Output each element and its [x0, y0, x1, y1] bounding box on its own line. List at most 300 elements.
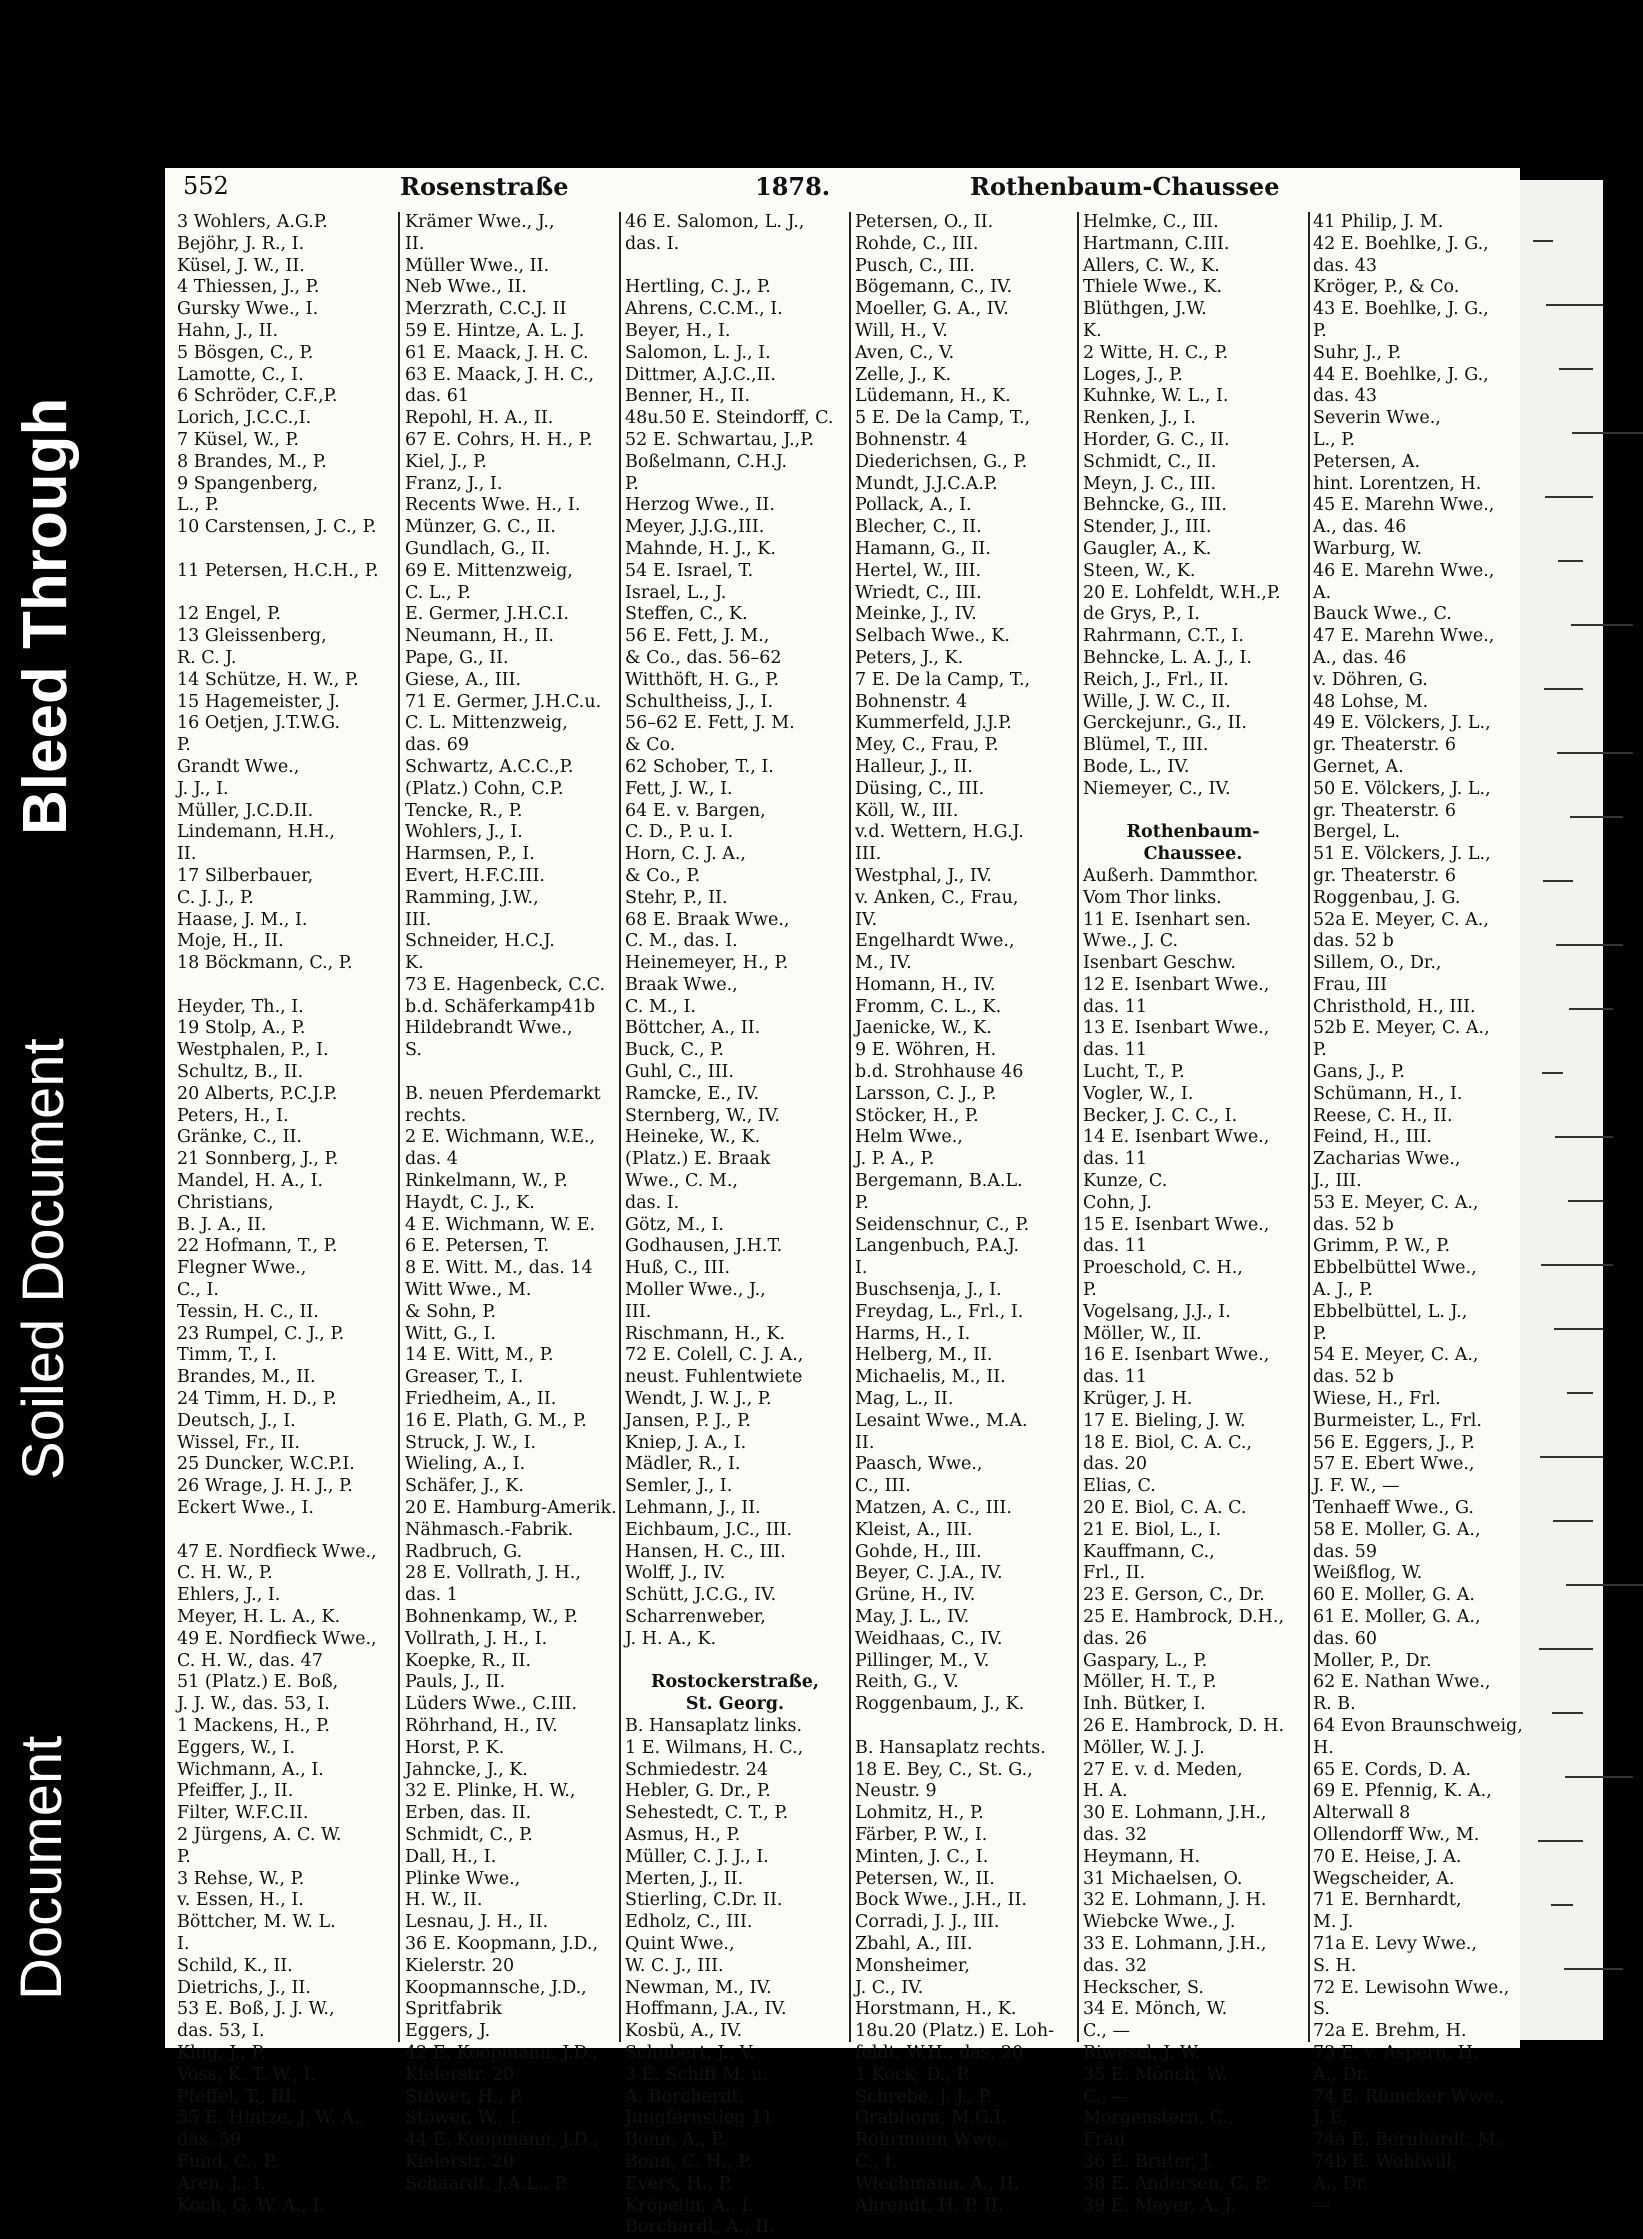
directory-entry: 6 E. Petersen, T. — [405, 1236, 550, 1257]
directory-entry: Warburg, W. — [1313, 538, 1422, 559]
directory-entry: L., P. — [177, 495, 220, 516]
directory-entry: 4 E. Wichmann, W. E. — [405, 1214, 596, 1235]
directory-entry: 45 E. Marehn Wwe., — [1313, 495, 1495, 516]
directory-entry: 1 E. Wilmans, H. C., — [625, 1737, 804, 1758]
directory-entry: Gernet, A. — [1313, 756, 1404, 777]
directory-entry: Frau, III — [1313, 974, 1388, 995]
directory-entry: Rohde, C., III. — [855, 233, 979, 254]
directory-entry: 71 E. Bernhardt, — [1313, 1890, 1462, 1911]
directory-entry: 13 E. Isenbart Wwe., — [1083, 1018, 1270, 1039]
directory-entry: 64 E. v. Bargen, — [625, 800, 766, 821]
directory-entry: 21 E. Biol, L., I. — [1083, 1519, 1222, 1540]
directory-entry: Klug, J., P. — [177, 2042, 266, 2063]
directory-entry: Schultheiss, J., I. — [625, 691, 774, 712]
directory-entry: 43 E. Boehlke, J. G., — [1313, 299, 1489, 320]
directory-entry: Aven, C., V. — [855, 342, 955, 363]
directory-entry: Wriedt, C., III. — [855, 582, 982, 603]
directory-entry: I. — [855, 1258, 868, 1279]
directory-entry: Bauck Wwe., C. — [1313, 604, 1452, 625]
directory-entry: 56–62 E. Fett, J. M. — [625, 713, 795, 734]
directory-entry: 52a E. Meyer, C. A., — [1313, 909, 1489, 930]
document-label: Document — [9, 1735, 74, 2000]
directory-entry: Köll, W., III. — [855, 800, 959, 821]
directory-entry: 74b E. Wohlwill, — [1313, 2151, 1458, 2172]
directory-entry: 36 E. Bruter, J. — [1083, 2151, 1214, 2172]
directory-entry: Heinemeyer, H., P. — [625, 953, 789, 974]
directory-entry: Peters, J., K. — [855, 647, 964, 668]
directory-entry: Möller, W. J. J. — [1083, 1737, 1205, 1758]
directory-entry: Stehr, P., II. — [625, 887, 728, 908]
directory-entry: Struck, J. W., I. — [405, 1432, 537, 1453]
directory-entry: Heyder, Th., I. — [177, 996, 304, 1017]
directory-entry: 72 E. Colell, C. J. A., — [625, 1345, 804, 1366]
directory-entry: B. neuen Pferdemarkt — [405, 1083, 601, 1104]
edge-mark — [1559, 368, 1593, 370]
directory-entry: A., Dr. — [1313, 2173, 1369, 2194]
directory-entry: 62 Schober, T., I. — [625, 756, 774, 777]
directory-entry: Peters, H., I. — [177, 1105, 289, 1126]
directory-entry: Kniep, J. A., I. — [625, 1432, 747, 1453]
directory-page — [165, 168, 1523, 2238]
directory-entry: Paasch, Wwe., — [855, 1454, 983, 1475]
directory-entry — [177, 975, 395, 997]
directory-entry: 31 Michaelsen, O. — [1083, 1868, 1243, 1889]
directory-entry: Schütt, J.C.G., IV. — [625, 1585, 777, 1606]
directory-entry: Petersen, A. — [1313, 451, 1421, 472]
directory-entry: Ahrendt, H. P. II. — [855, 2195, 1004, 2216]
directory-entry: 20 E. Lohfeldt, W.H.,P. — [1083, 582, 1281, 603]
directory-entry: Behncke, L. A. J., I. — [1083, 647, 1252, 668]
directory-entry: Westphal, J., IV. — [855, 865, 992, 886]
directory-entry: Wissel, Fr., II. — [177, 1432, 300, 1453]
directory-entry: Pollack, A., I. — [855, 495, 972, 516]
directory-entry: Lamotte, C., I. — [177, 364, 304, 385]
directory-entry: Färber, P. W., I. — [855, 1824, 988, 1845]
directory-entry: Schmidt, C., P. — [405, 1824, 533, 1845]
directory-entry: 56 E. Fett, J. M., — [625, 626, 770, 647]
directory-entry: 11 E. Isenhart sen. — [1083, 909, 1252, 930]
directory-entry: Buschsenja, J., I. — [855, 1280, 1002, 1301]
directory-entry: das. 60 — [1313, 1628, 1378, 1649]
directory-entry: Deutsch, J., I. — [177, 1410, 296, 1431]
directory-entry: II. — [855, 1432, 875, 1453]
directory-entry: Guhl, C., III. — [625, 1062, 734, 1083]
directory-entry: b.d. Schäferkamp41b — [405, 996, 596, 1017]
directory-entry: E. Germer, J.H.C.I. — [405, 604, 569, 625]
directory-entry: 26 Wrage, J. H. J., P. — [177, 1476, 353, 1497]
directory-entry: Jahncke, J., K. — [405, 1759, 528, 1780]
directory-entry: Vogelsang, J.J., I. — [1083, 1301, 1231, 1322]
directory-entry: A., Dr. — [1313, 2064, 1369, 2085]
directory-entry: 21 Sonnberg, J., P. — [177, 1149, 339, 1170]
directory-entry: 47 E. Marehn Wwe., — [1313, 626, 1495, 647]
directory-entry: Benner, H., II. — [625, 386, 751, 407]
directory-entry: Müller, C. J. J., I. — [625, 1846, 769, 1867]
column-divider — [398, 212, 400, 2042]
directory-entry: Harms, H., I. — [855, 1323, 971, 1344]
directory-entry: Blecher, C., II. — [855, 517, 982, 538]
directory-entry: Bergel, L. — [1313, 822, 1401, 843]
directory-entry: Fett, J. W., I. — [625, 778, 733, 799]
directory-entry: Riwesel, J. W. — [1083, 2042, 1201, 2063]
directory-entry: Frau — [1083, 2130, 1126, 2151]
directory-entry: Hansen, H. C., III. — [625, 1541, 786, 1562]
directory-entry: Kröger, P., & Co. — [1313, 277, 1460, 298]
directory-entry: Kielerstr. 20 — [405, 2151, 515, 2172]
directory-entry: Helm Wwe., — [855, 1127, 963, 1148]
directory-entry — [625, 1651, 845, 1673]
edge-mark — [1566, 1584, 1643, 1586]
directory-entry: b.d. Strohhause 46 — [855, 1062, 1024, 1083]
directory-entry: Kosbü, A., IV. — [625, 2021, 743, 2042]
directory-entry: Grimm, P. W., P. — [1313, 1236, 1451, 1257]
scan-margin — [0, 0, 160, 2177]
directory-entry: Michaelis, M., II. — [855, 1367, 1006, 1388]
directory-entry: 2 Witte, H. C., P. — [1083, 342, 1229, 363]
directory-entry: P. — [1313, 1323, 1327, 1344]
directory-entry: Wieling, A., I. — [405, 1454, 526, 1475]
directory-entry: Sternberg, W., IV. — [625, 1105, 780, 1126]
directory-entry: B. Hansaplatz links. — [625, 1715, 803, 1736]
directory-entry: 12 Engel, P. — [177, 604, 281, 625]
directory-entry: K. — [405, 953, 424, 974]
directory-entry: rechts. — [405, 1105, 467, 1126]
directory-entry: 11 Petersen, H.C.H., P. — [177, 560, 379, 581]
column-divider — [1077, 212, 1079, 2042]
year-title: 1878. — [755, 172, 831, 201]
directory-entry: (Platz.) Cohn, C.P. — [405, 778, 564, 799]
directory-entry: Pillinger, M., V. — [855, 1650, 990, 1671]
directory-entry: Salomon, L. J., I. — [625, 342, 771, 363]
column-divider — [849, 212, 851, 2042]
directory-entry: 2 Jürgens, A. C. W. — [177, 1824, 342, 1845]
directory-entry: Suhr, J., P. — [1313, 342, 1402, 363]
directory-entry: Koch, G. W. A., I. — [177, 2195, 325, 2216]
directory-entry: Isenbart Geschw. — [1083, 953, 1236, 974]
directory-entry: Huß, C., III. — [625, 1258, 731, 1279]
directory-entry: das. 4 — [405, 1149, 458, 1170]
directory-entry: Wwe., J. C. — [1083, 931, 1179, 952]
directory-entry: Corradi, J. J., III. — [855, 1912, 1000, 1933]
directory-entry: 64 Evon Braunschweig, — [1313, 1715, 1523, 1736]
directory-entry: Möller, W., II. — [1083, 1323, 1202, 1344]
directory-entry: Giese, A., III. — [405, 669, 522, 690]
directory-entry: 46 E. Salomon, L. J., — [625, 212, 805, 232]
directory-entry: Steen, W., K. — [1083, 560, 1196, 581]
directory-entry: & Co., das. 56–62 — [625, 647, 782, 668]
directory-entry: das. I. — [625, 1192, 680, 1213]
directory-entry: Schümann, H., I. — [1313, 1083, 1463, 1104]
directory-entry: Gaspary, L., P. — [1083, 1650, 1208, 1671]
directory-entry: J. J. W., das. 53, I. — [177, 1694, 330, 1715]
directory-entry: Gans, J., P. — [1313, 1062, 1405, 1083]
directory-entry: Außerh. Dammthor. — [1083, 865, 1259, 886]
directory-entry: das. I. — [625, 233, 680, 254]
directory-entry: Blüthgen, J.W. — [1083, 299, 1207, 320]
directory-entry: 61 E. Moller, G. A., — [1313, 1607, 1481, 1627]
directory-entry: 16 E. Plath, G. M., P. — [405, 1410, 587, 1431]
directory-entry: Burmeister, L., Frl. — [1313, 1410, 1482, 1431]
directory-entry: Evert, H.F.C.III. — [405, 865, 545, 886]
directory-entry: 48u.50 E. Steindorff, C. — [625, 408, 834, 429]
directory-entry: Repohl, H. A., II. — [405, 408, 554, 429]
directory-entry: Neb Wwe., II. — [405, 277, 527, 298]
directory-entry: Helberg, M., II. — [855, 1345, 993, 1366]
directory-entry: Lorich, J.C.C.,I. — [177, 408, 312, 429]
directory-entry: 20 E. Hamburg-Amerik. — [405, 1498, 617, 1519]
directory-entry: Allers, C. W., K. — [1083, 255, 1220, 276]
directory-entry: Ramcke, E., IV. — [625, 1083, 760, 1104]
directory-entry: Heineke, W., K. — [625, 1127, 761, 1148]
street-heading: Rostockerstraße, — [651, 1672, 819, 1693]
directory-entry: 27 E. v. d. Meden, — [1083, 1759, 1243, 1780]
directory-entry: Feind, H., III. — [1313, 1127, 1432, 1148]
directory-entry: Blümel, T., III. — [1083, 735, 1209, 756]
directory-entry: 53 E. Meyer, C. A., — [1313, 1192, 1479, 1213]
directory-entry: Mahnde, H. J., K. — [625, 538, 776, 559]
directory-entry: Halleur, J., II. — [855, 756, 973, 777]
directory-entry: Möller, H. T., P. — [1083, 1672, 1217, 1693]
edge-mark — [1564, 1968, 1623, 1970]
directory-entry: 44 E. Koopmann, J.D., — [405, 2130, 599, 2151]
directory-entry — [1083, 801, 1303, 823]
directory-entry: 44 E. Boehlke, J. G., — [1313, 364, 1489, 385]
directory-entry: K. — [1083, 320, 1102, 341]
directory-entry: 7 Küsel, W., P. — [177, 429, 300, 450]
directory-entry: H. A. — [1083, 1781, 1128, 1802]
directory-entry: das. 11 — [1083, 1236, 1148, 1257]
directory-entry: Fromm, C. L., K. — [855, 996, 1002, 1017]
directory-entry: Bonn, A., P. — [625, 2130, 726, 2151]
directory-entry: Kuhnke, W. L., I. — [1083, 386, 1229, 407]
directory-entry: III. — [405, 909, 432, 930]
directory-entry: Beyer, H., I. — [625, 320, 731, 341]
directory-entry — [405, 1062, 615, 1084]
directory-entry: J. F. W., — — [1313, 1476, 1400, 1497]
directory-entry: Mag, L., II. — [855, 1389, 954, 1410]
directory-entry: 4 Thiessen, J., P. — [177, 277, 320, 298]
directory-entry: Asmus, H., P. — [625, 1824, 741, 1845]
directory-entry: C., — — [1083, 2021, 1130, 2042]
directory-entry: 18u.20 (Platz.) E. Loh- — [855, 2021, 1055, 2042]
edge-mark — [1546, 304, 1603, 306]
directory-entry: 18 Böckmann, C., P. — [177, 953, 353, 974]
directory-entry: das. 53, I. — [177, 2021, 265, 2042]
directory-entry: Quint Wwe., — [625, 1933, 735, 1954]
directory-entry: 38 E. Andersen, C. P. — [1083, 2173, 1268, 2194]
edge-mark — [1545, 496, 1593, 498]
directory-entry: Kauffmann, C., — [1083, 1541, 1215, 1562]
directory-entry: 3 Wohlers, A.G.P. — [177, 212, 328, 232]
directory-entry: Koopmannsche, J.D., — [405, 1977, 587, 1998]
directory-entry: Witt Wwe., M. — [405, 1280, 532, 1301]
directory-entry: 14 E. Isenbart Wwe., — [1083, 1127, 1270, 1148]
directory-entry: das. 11 — [1083, 996, 1148, 1017]
directory-entry: Harmsen, P., I. — [405, 844, 535, 865]
directory-entry: Alterwall 8 — [1313, 1803, 1411, 1824]
directory-entry: Matzen, A. C., III. — [855, 1498, 1012, 1519]
directory-entry: Sillem, O., Dr., — [1313, 953, 1442, 974]
directory-entry: Niemeyer, C., IV. — [1083, 778, 1231, 799]
directory-entry: R. B. — [1313, 1694, 1356, 1715]
directory-entry: 39 E. Meyer, A. J. — [1083, 2195, 1236, 2216]
directory-entry: Schrebe, J. J., P. — [855, 2086, 993, 2107]
directory-entry: hint. Lorentzen, H. — [1313, 473, 1482, 494]
directory-entry: Küsel, J. W., II. — [177, 255, 305, 276]
directory-entry: Weidhaas, C., IV. — [855, 1628, 1003, 1649]
directory-entry: Moeller, G. A., IV. — [855, 299, 1009, 320]
directory-entry: Reich, J., Frl., II. — [1083, 669, 1229, 690]
directory-entry: 7 E. De la Camp, T., — [855, 669, 1031, 690]
directory-entry: 49 E. Nordfieck Wwe., — [177, 1628, 377, 1649]
directory-entry: 74a E. Bernhardt, M. — [1313, 2130, 1501, 2151]
edge-mark — [1554, 1328, 1603, 1330]
directory-entry: Lesnau, J. H., II. — [405, 1912, 549, 1933]
street-heading: Chaussee. — [1143, 844, 1243, 865]
directory-entry: P. — [177, 735, 191, 756]
directory-entry: Stender, J., III. — [1083, 517, 1212, 538]
directory-entry: Franz, J., I. — [405, 473, 503, 494]
directory-entry: 24 Timm, H. D., P. — [177, 1389, 337, 1410]
directory-entry: 63 E. Maack, J. H. C., — [405, 364, 595, 385]
directory-entry: Gerckejunr., G., II. — [1083, 713, 1247, 734]
directory-entry: 15 E. Isenbart Wwe., — [1083, 1214, 1270, 1235]
directory-entry: — — [1313, 2195, 1331, 2216]
edge-mark — [1568, 1200, 1603, 1202]
column-1 — [177, 212, 395, 2216]
edge-mark — [1540, 1456, 1603, 1458]
directory-entry: C. H. W., P. — [177, 1563, 273, 1584]
directory-entry: II. — [405, 233, 425, 254]
directory-entry: Dietrichs, J., II. — [177, 1977, 311, 1998]
directory-entry: 20 Alberts, P.C.J.P. — [177, 1083, 338, 1104]
edge-mark — [1569, 1008, 1613, 1010]
directory-entry: Eggers, J. — [405, 2021, 491, 2042]
directory-entry: 25 Duncker, W.C.P.I. — [177, 1454, 355, 1475]
directory-entry: das. 43 — [1313, 255, 1378, 276]
directory-entry: 67 E. Cohrs, H. H., P. — [405, 429, 593, 450]
directory-entry: Grüne, H., IV. — [855, 1585, 976, 1606]
directory-entry: Kielerstr. 20 — [405, 1955, 515, 1976]
directory-entry: Ebbelbüttel Wwe., — [1313, 1258, 1477, 1279]
column-divider — [619, 212, 621, 2042]
directory-entry: S. — [1313, 1999, 1330, 2020]
directory-entry: 25 E. Hambrock, D.H., — [1083, 1607, 1285, 1627]
directory-entry: Krämer Wwe., J., — [405, 212, 555, 232]
directory-entry: C., — — [1083, 2086, 1130, 2107]
directory-entry: W. C. J., III. — [625, 1955, 724, 1976]
directory-entry: das. 11 — [1083, 1149, 1148, 1170]
directory-entry: C. M., das. I. — [625, 931, 738, 952]
directory-entry: das. 43 — [1313, 386, 1378, 407]
directory-entry: Düsing, C., III. — [855, 778, 985, 799]
directory-entry: 17 Silberbauer, — [177, 865, 314, 886]
directory-entry: 22 Hofmann, T., P. — [177, 1236, 338, 1257]
directory-entry: Horn, C. J. A., — [625, 844, 746, 865]
column-2 — [405, 212, 617, 2194]
directory-entry: 62 E. Nathan Wwe., — [1313, 1672, 1491, 1693]
directory-entry: 72a E. Brehm, H. — [1313, 2021, 1467, 2042]
directory-entry: Lindemann, H.H., — [177, 822, 335, 843]
edge-mark — [1556, 944, 1623, 946]
directory-entry: P. — [625, 473, 639, 494]
directory-entry: feldt, W.H., das. 20 — [855, 2042, 1024, 2063]
directory-entry: das. 61 — [405, 386, 470, 407]
directory-entry: Gaugler, A., K. — [1083, 538, 1212, 559]
directory-entry: Schwartz, A.C.C.,P. — [405, 756, 574, 777]
directory-entry: A., das. 46 — [1313, 647, 1407, 668]
page-number: 552 — [183, 172, 229, 200]
directory-entry: Lüders Wwe., C.III. — [405, 1694, 578, 1715]
directory-entry: Reese, C. H., II. — [1313, 1105, 1453, 1126]
directory-entry: Roggenbau, J. G. — [1313, 887, 1461, 908]
directory-entry: Lesaint Wwe., M.A. — [855, 1410, 1028, 1431]
directory-entry: 61 E. Maack, J. H. C. — [405, 342, 589, 363]
directory-entry: Eckert Wwe., I. — [177, 1498, 314, 1519]
directory-entry: Greaser, T., I. — [405, 1367, 524, 1388]
edge-mark — [1570, 816, 1623, 818]
directory-entry: 35 E. Mönch, W. — [1083, 2064, 1228, 2085]
directory-entry: 3 Rehse, W., P. — [177, 1868, 305, 1889]
directory-entry: Proeschold, C. H., — [1083, 1258, 1243, 1279]
directory-entry: Edholz, C., III. — [625, 1912, 753, 1933]
directory-entry: Wohlers, J., I. — [405, 822, 523, 843]
directory-entry: J. J., I. — [177, 778, 229, 799]
directory-entry: Nähmasch.-Fabrik. — [405, 1519, 574, 1540]
directory-entry: das. 59 — [177, 2130, 242, 2151]
directory-entry: Schild, K., II. — [177, 1955, 293, 1976]
directory-entry: 73 E. v. Aspern, H. — [1313, 2042, 1479, 2063]
directory-entry: Haase, J. M., I. — [177, 909, 308, 930]
directory-entry: Aren, J., I. — [177, 2173, 266, 2194]
directory-entry: Vogler, W., I. — [1083, 1083, 1194, 1104]
directory-entry: Kielerstr. 20 — [405, 2064, 515, 2085]
directory-entry: 50 E. Völckers, J. L., — [1313, 778, 1491, 799]
edge-mark — [1555, 1136, 1613, 1138]
directory-entry: 34 E. Mönch, W. — [1083, 1999, 1228, 2020]
directory-entry: 26 E. Hambrock, D. H. — [1083, 1715, 1285, 1736]
directory-entry: Müller, J.C.D.II. — [177, 800, 314, 821]
column-5 — [1083, 212, 1303, 2216]
directory-entry: II. — [177, 844, 197, 865]
directory-entry: Elias, C. — [1083, 1476, 1156, 1497]
directory-entry — [177, 539, 395, 561]
directory-entry: gr. Theaterstr. 6 — [1313, 800, 1456, 821]
directory-entry: Cohn, J. — [1083, 1192, 1152, 1213]
directory-entry: 42 E. Koopmann, J.D., — [405, 2042, 599, 2063]
directory-entry: das. 26 — [1083, 1628, 1148, 1649]
directory-entry: P. — [855, 1192, 869, 1213]
directory-entry: Herzog Wwe., II. — [625, 495, 775, 516]
directory-entry: 33 E. Lohmann, J.H., — [1083, 1933, 1267, 1954]
directory-entry: Mundt, J.J.C.A.P. — [855, 473, 998, 494]
directory-entry: Recents Wwe. H., I. — [405, 495, 581, 516]
directory-entry: Becker, J. C. C., I. — [1083, 1105, 1238, 1126]
directory-entry: C. M., I. — [625, 996, 696, 1017]
directory-entry: Kunze, C. — [1083, 1171, 1168, 1192]
directory-entry: Meyer, H. L. A., K. — [177, 1607, 341, 1627]
directory-entry: Severin Wwe., — [1313, 408, 1441, 429]
directory-entry: Rischmann, H., K. — [625, 1323, 786, 1344]
directory-entry: Merten, J., II. — [625, 1868, 744, 1889]
directory-entry: de Grys, P., I. — [1083, 604, 1200, 625]
directory-entry — [855, 1716, 1073, 1738]
directory-entry: Wille, J. W. C., II. — [1083, 691, 1231, 712]
edge-mark — [1571, 624, 1633, 626]
directory-entry: das. 1 — [405, 1585, 458, 1606]
directory-entry: Newman, M., IV. — [625, 1977, 772, 1998]
directory-entry: P. — [1313, 1040, 1327, 1061]
